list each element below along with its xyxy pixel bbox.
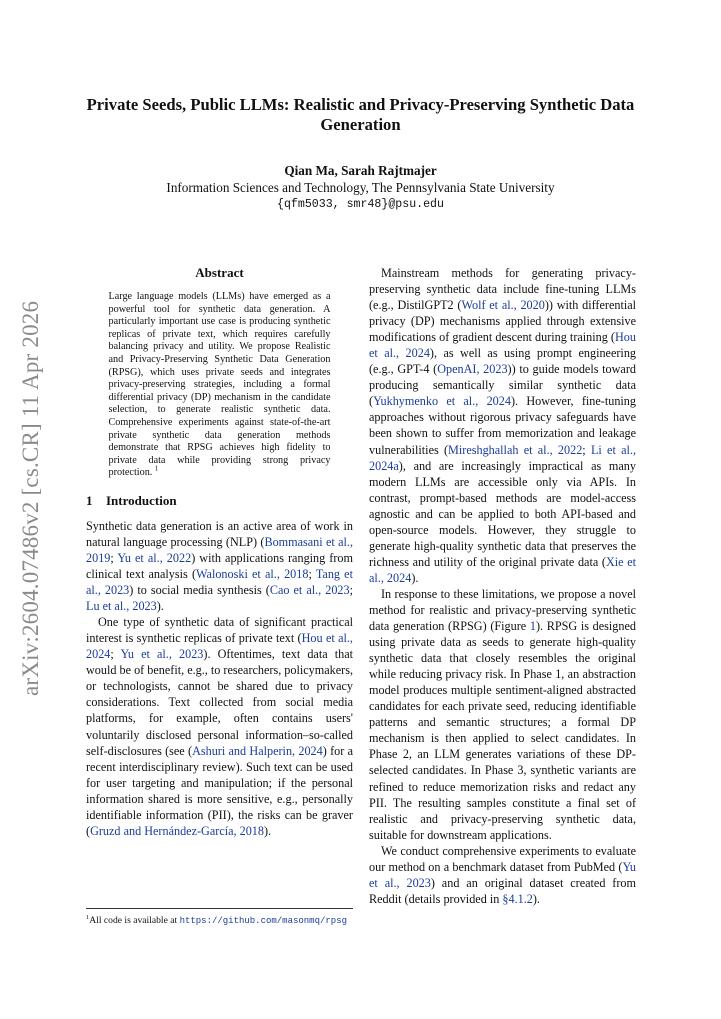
- author-names: Qian Ma, Sarah Rajtmajer: [284, 163, 437, 178]
- abstract-body: Large language models (LLMs) have emerged as a powerful tool for synthetic data generation. A particularly important use case is producing synthetic replicas of private text, which requires carefully balancing privacy and utility. We propose Realistic and Privacy-Preserving Synthetic Data Generation (RPSG), which uses private seeds and integrates privacy-preserving strategies, including a formal differential privacy (DP) mechanism in the candidate selection, to generate realistic synthetic data. Comprehensive experiments against state-of-the-art private synthetic data generation methods demonstrate that RPSG achieves high fidelity to private data while providing strong privacy protection.: [108, 291, 331, 479]
- citation-link[interactable]: OpenAI, 2023: [437, 362, 508, 377]
- figure-reference-link[interactable]: 1: [529, 619, 536, 634]
- citation-link[interactable]: Ashuri and Halperin, 2024: [192, 743, 323, 758]
- author-affiliation: Information Sciences and Technology, The Pennsylvania State University: [166, 180, 555, 195]
- paper-title: Private Seeds, Public LLMs: Realistic and Privacy-Preserving Synthetic Data Generation: [86, 95, 635, 134]
- footnote-text: $^1$All code is available at https://github.com/masonmq/rpsg: [86, 914, 347, 927]
- citation-link[interactable]: Xie et al., 2024: [369, 554, 636, 585]
- citation-link[interactable]: Tang et al., 2023: [86, 567, 353, 598]
- citation-link[interactable]: Yukhymenko et al., 2024: [373, 394, 511, 409]
- code-repository-link[interactable]: https://github.com/masonmq/rpsg: [179, 916, 347, 927]
- section-reference-link[interactable]: §4.1.2: [502, 891, 533, 906]
- citation-link[interactable]: Li et al., 2024a: [369, 442, 636, 473]
- author-email: {qfm5033, smr48}@psu.edu: [277, 198, 444, 211]
- intro-paragraph-2: One type of synthetic data of significant practical interest is synthetic replicas of private text (Hou et al., 2024; Yu et al., 2023). Oftentimes, text data that would be of benefit, e.g., to researchers, policymakers, or technologists, cannot be shared due to privacy considerations. Text collected from social media platforms, for example, often contains users' voluntarily disclosed personal information–so-called self-disclosures (see (Ashuri and Halperin, 2024) for a recent interdisciplinary review). Such text can be used for user targeting and manipulation; if the personal information shared is more sensitive, e.g., personally identifiable information (PII), the risks can be graver (Gruzd and Hernández-García, 2018).: [86, 615, 354, 838]
- citation-link[interactable]: Yu et al., 2023: [120, 647, 204, 662]
- citation-link[interactable]: Hou et al., 2024: [369, 330, 636, 361]
- footnote-mark: 1: [86, 914, 90, 921]
- citation-link[interactable]: Cao et al., 2023: [269, 583, 350, 598]
- citation-link[interactable]: Yu et al., 2022: [117, 551, 192, 565]
- author-block: [86, 162, 635, 213]
- citation-link[interactable]: Gruzd and Hernández-García, 2018: [90, 823, 264, 838]
- intro-paragraph-1: Synthetic data generation is an active area of work in natural language processing (NLP) (Bommasani et al., 2019; Yu et al., 2022) with applications ranging from clinical text analysis (Walonoski et al., 2018; Tang et al., 2023) to social media synthesis (Cao et al., 2023; Lu et al., 2023).: [86, 518, 353, 614]
- left-column: [86, 265, 353, 839]
- footnote: [86, 908, 353, 927]
- arxiv-identifier-stamp: [18, 296, 50, 696]
- citation-link[interactable]: Walonoski et al., 2018: [196, 567, 309, 582]
- arxiv-identifier-text: arXiv:2604.07486v2 [cs.CR] 11 Apr 2026: [18, 300, 43, 696]
- right-paragraph-2: In response to these limitations, we propose a novel method for realistic and privacy-preserving synthetic data generation (RPSG) (Figure 1). RPSG is designed using private data as seeds to generate high-quality synthetic data that closely resembles the original while reducing privacy risk. In Phase 1, an abstraction model produces multiple sentiment-aligned abstracted candidates for each private seed, reducing identifiable patterns and semantic structures; a formal DP mechanism is then applied to select candidates. In Phase 2, an LLM generates variations of these DP-selected candidates. In Phase 3, synthetic variants are refined to reduce memorization risks and redact any PII. The resulting samples constitute a final set of realistic and privacy-preserving synthetic data, suitable for downstream applications.: [369, 586, 637, 842]
- right-paragraph-3: We conduct comprehensive experiments to evaluate our method on a benchmark dataset from PubMed (Yu et al., 2023) and an original dataset created from Reddit (details provided in §4.1.2).: [369, 843, 636, 906]
- section-number: 1: [86, 492, 93, 508]
- citation-link[interactable]: Mireshghallah et al., 2022: [448, 442, 583, 457]
- section-title: Introduction: [106, 492, 177, 508]
- citation-link[interactable]: Bommasani et al., 2019: [86, 534, 353, 565]
- citation-link[interactable]: Yu et al., 2023: [369, 859, 636, 890]
- abstract-heading: Abstract: [195, 265, 244, 280]
- abstract-text: [109, 291, 331, 480]
- right-paragraph-1: Mainstream methods for generating privacy-preserving synthetic data include fine-tuning LLMs (e.g., DistilGPT2 (Wolf et al., 2020)) with differential privacy (DP) mechanisms applied through extensive modifications of gradient descent during training (Hou et al., 2024), as well as using prompt engineering (e.g., GPT-4 (OpenAI, 2023)) to guide models toward producing semantically similar synthetic data (Yukhymenko et al., 2024). However, fine-tuning approaches without rigorous privacy safeguards have been shown to suffer from memorization and leakage vulnerabilities (Mireshghallah et al., 2022; Li et al., 2024a), and are increasingly impractical as many modern LLMs are accessible only via APIs. In contrast, prompt-based methods are model-access agnostic and can be applied to both API-based and open-source models. However, they struggle to generate high-quality synthetic data that preserves the richness and utility of the original private data (Xie et al., 2024).: [369, 266, 637, 585]
- citation-link[interactable]: Wolf et al., 2020: [461, 298, 545, 313]
- abstract-footnote-mark[interactable]: 1: [154, 464, 159, 473]
- citation-link[interactable]: Lu et al., 2023: [86, 599, 157, 614]
- section-heading-introduction: [86, 493, 353, 509]
- right-column: [369, 265, 636, 907]
- citation-link[interactable]: Hou et al., 2024: [86, 631, 353, 662]
